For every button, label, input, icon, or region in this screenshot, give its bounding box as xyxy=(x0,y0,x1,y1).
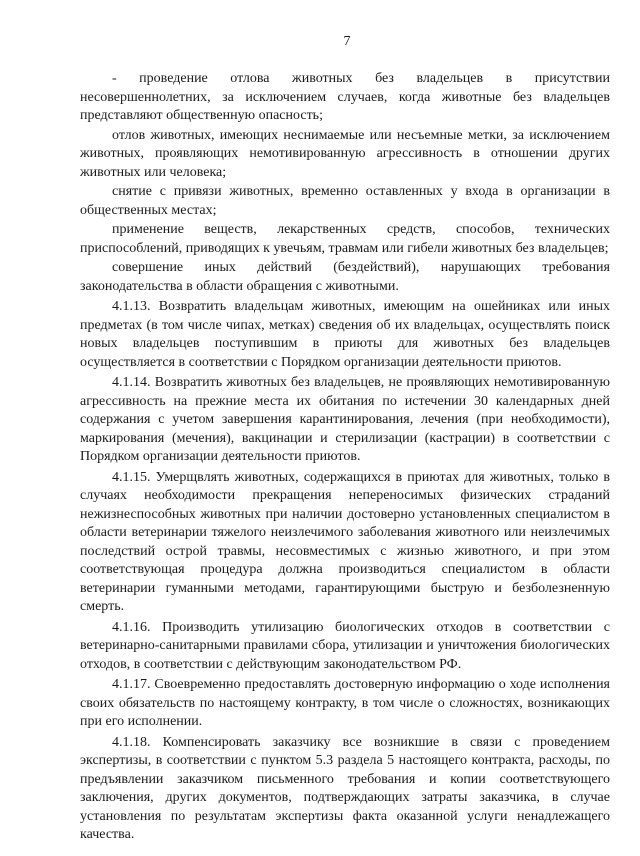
document-body xyxy=(80,70,610,845)
clause-4-1-13: 4.1.13. Возвратить владельцам животных, имеющим на ошейниках или иных предметах (в том числе чипах, метках) сведения об их владельцах, осуществлять поиск новых владельцев поступившим в приюты для животных без владельцев осуществляется в соответствии с Порядком организации деятельности приютов. xyxy=(80,299,610,370)
paragraph-prohibition-harmful-means: применение веществ, лекарственных средств, способов, технических приспособлений, приводящих к увечьям, травмам или гибели животных без владельцев; xyxy=(80,222,610,256)
clause-4-1-15: 4.1.15. Умерщвлять животных, содержащихся в приютах для животных, только в случаях необходимости прекращения непереносимых физических страданий нежизнеспособных животных при наличии достоверно установленных специалистом в области ветеринарии тяжелого неизлечимого заболевания животного или неизлечимых последствий острой травмы, несовместимых с жизнью животного, и при этом соответствующая процедура должна производиться специалистом в области ветеринарии гуманными методами, гарантирующими быструю и безболезненную смерть. xyxy=(80,469,610,614)
paragraph-prohibition-minors: - проведение отлова животных без владельцев в присутствии несовершеннолетних, за исключением случаев, когда животные без владельцев представляют общественную опасность; xyxy=(80,71,610,123)
page-number: 7 xyxy=(343,34,351,49)
clause-4-1-18: 4.1.18. Компенсировать заказчику все возникшие в связи с проведением экспертизы, в соответствии с пунктом 5.3 раздела 5 настоящего контракта, расходы, по предъявлении заказчиком письменного требования и копии соответствующего заключения, других документов, подтверждающих затраты заказчика, в случае установления по результатам экспертизы факта оказанной услуги ненадлежащего качества. xyxy=(80,734,610,842)
clause-4-1-17: 4.1.17. Своевременно предоставлять достоверную информацию о ходе исполнения своих обязательств по настоящему контракту, в том числе о сложностях, возникающих при его исполнении. xyxy=(80,677,610,729)
clause-4-1-14: 4.1.14. Возвратить животных без владельцев, не проявляющих немотивированную агрессивность на прежние места их обитания по истечении 30 календарных дней содержания с учетом завершения карантинирования, лечения (при необходимости), маркирования (мечения), вакцинации и стерилизации (кастрации) в соответствии с Порядком организации деятельности приютов. xyxy=(80,375,610,464)
clause-4-1-16: 4.1.16. Производить утилизацию биологических отходов в соответствии с ветеринарно-санитарными правилами сбора, утилизации и уничтожения биологических отходов, в соответствии с действующим законодательством РФ. xyxy=(80,619,610,672)
paragraph-prohibition-tagged-animals: отлов животных, имеющих неснимаемые или несъемные метки, за исключением животных, проявляющих немотивированную агрессивность в отношении других животных или человека; xyxy=(80,127,610,180)
paragraph-prohibition-other-actions: совершение иных действий (бездействий), нарушающих требования законодательства в области обращения с животными. xyxy=(80,260,610,294)
paragraph-prohibition-tethered-animals: снятие с привязи животных, временно оставленных у входа в организации в общественных местах; xyxy=(80,184,610,218)
